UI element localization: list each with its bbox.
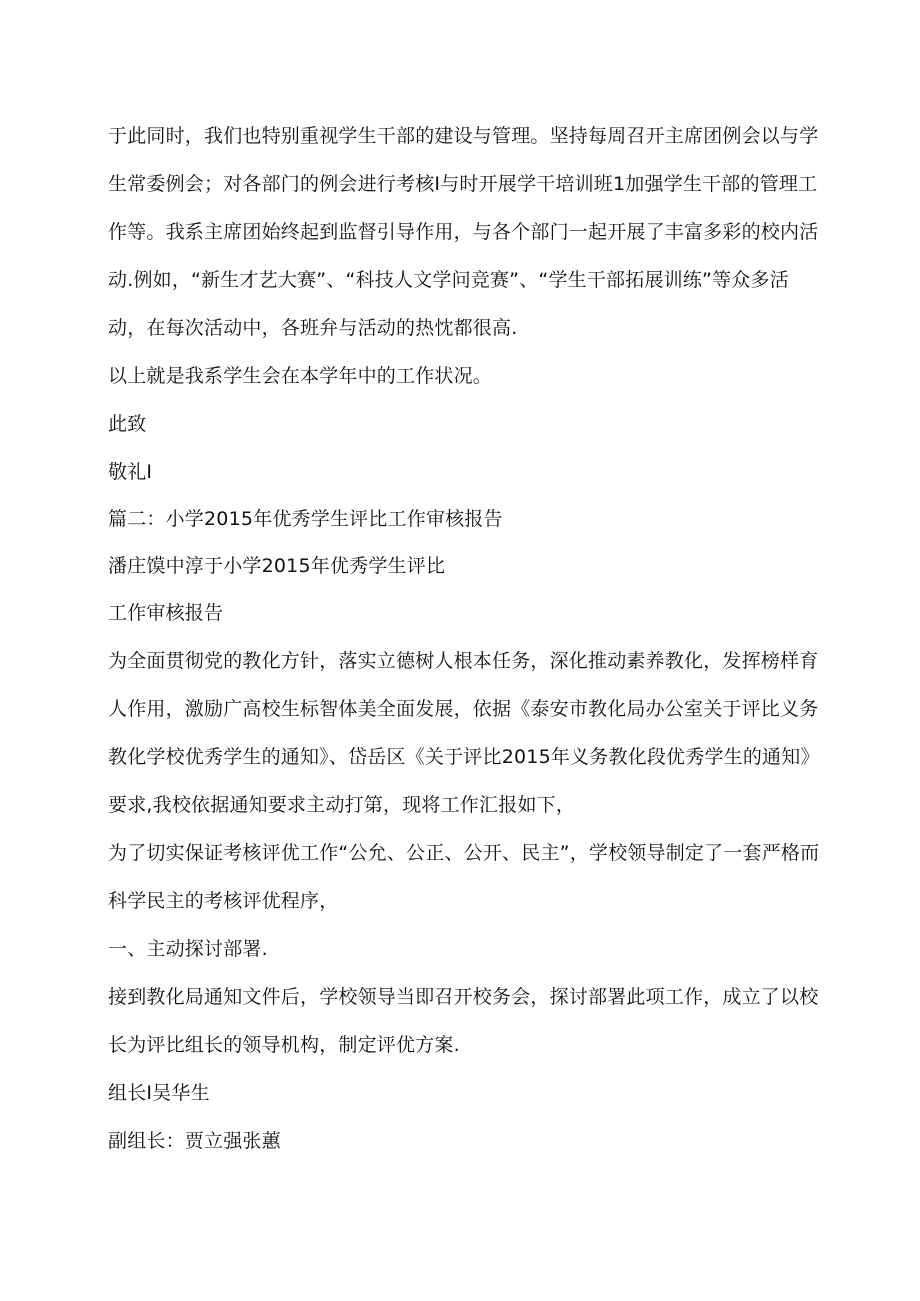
paragraph-summary: 以上就是我系学生会在本学年中的工作状况。 bbox=[108, 365, 493, 387]
paragraph-salutation: 此致 bbox=[108, 413, 147, 435]
section-heading-deployment: 一、主动探讨部署. bbox=[108, 938, 268, 960]
paragraph-deployment-details: 接到教化局通知文件后，学校领导当即召开校务会，探讨部署此项工作，成立了以校长为评比组长的领导机构，制定评优方案. bbox=[108, 986, 819, 1056]
paragraph-closing: 敬礼I bbox=[108, 461, 153, 483]
paragraph-student-cadre-management: 于此同时，我们也特别重视学生干部的建设与管理。坚持每周召开主席团例会以与学生常委例会；对各部门的例会进行考核I与时开展学干培训班1加强学生干部的管理工作等。我系主席团始终起到监督引导作用，与各个部门一起开展了丰富多彩的校内活动.例如，“新生才艺大赛”、“科技人文学问竞赛”、“学生干部拓展训练”等众多活动，在每次活动中，各班弁与活动的热忱都很高. bbox=[108, 125, 819, 339]
paragraph-purpose: 为全面贯彻党的教化方针，落实立德树人根本任务，深化推动素养教化，发挥榜样育人作用，激励广高校生标智体美全面发展，依据《泰安市教化局办公室关于评比义务教化学校优秀学生的通知》、岱岳区《关于评比2015年义务教化段优秀学生的通知》要求,我校依据通知要求主动打第，现将工作汇报如下， bbox=[108, 650, 820, 816]
report-title-line-2: 工作审核报告 bbox=[108, 602, 224, 624]
section-heading-part-two: 篇二：小学2015年优秀学生评比工作审核报告 bbox=[108, 508, 503, 530]
deputy-leader-line: 副组长：贾立强张蕙 bbox=[108, 1130, 281, 1152]
paragraph-procedure: 为了切实保证考核评优工作“公允、公正、公开、民主”，学校领导制定了一套严格而科学民主的考核评优程序， bbox=[108, 842, 820, 912]
document-body bbox=[108, 112, 824, 1165]
team-leader-line: 组长I吴华生 bbox=[108, 1082, 210, 1104]
report-title-line-1: 潘庄馍中淳于小学2015年优秀学生评比 bbox=[108, 555, 446, 577]
